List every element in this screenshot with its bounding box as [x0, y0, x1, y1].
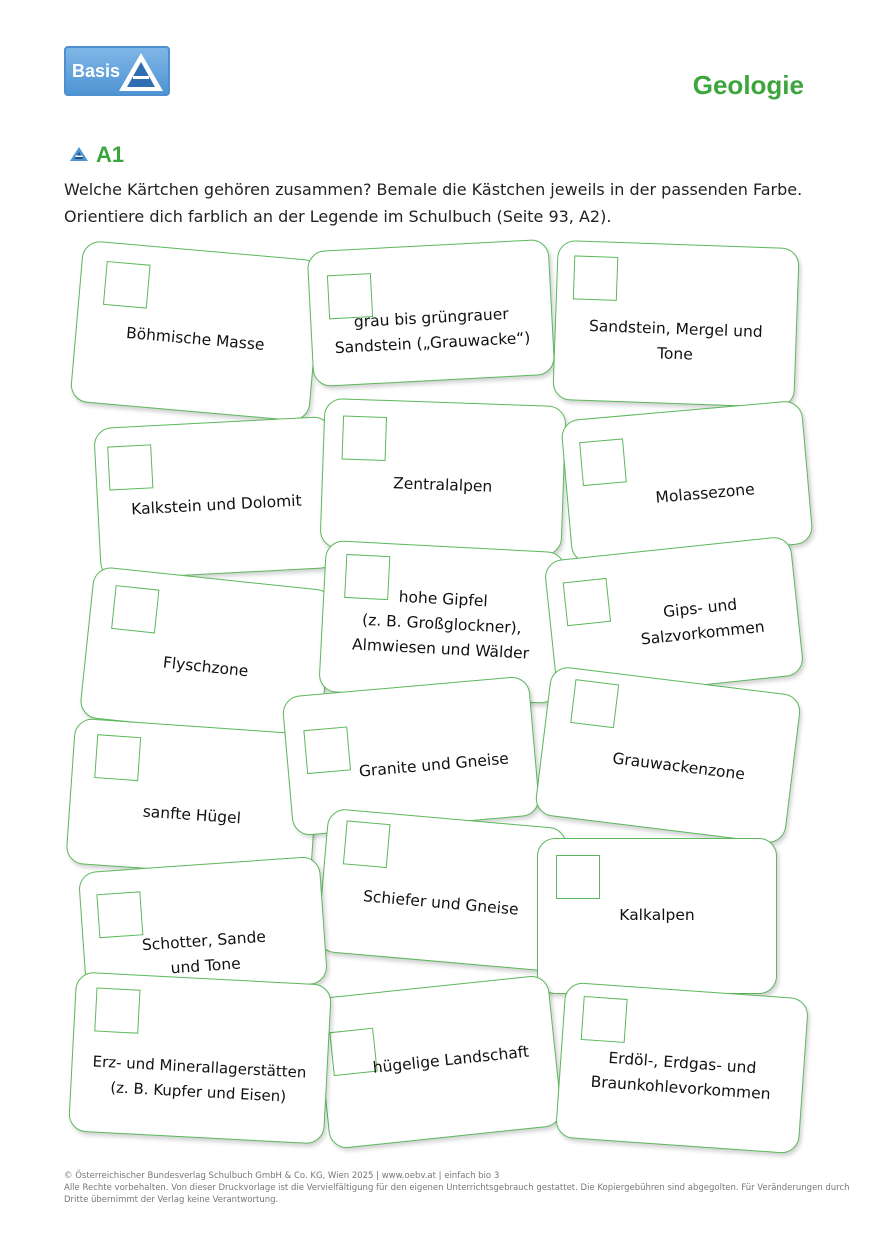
logo-text: Basis	[72, 61, 121, 81]
card-sanfte-huegel[interactable]	[65, 718, 321, 881]
card-text: sanfte Hügel	[142, 802, 242, 828]
card-text: Grauwackenzone	[611, 749, 746, 784]
card-hohe-gipfel[interactable]	[318, 540, 566, 704]
footer	[64, 1170, 850, 1206]
color-box[interactable]	[570, 679, 619, 728]
color-box[interactable]	[96, 891, 143, 938]
page-title: Geologie	[692, 70, 804, 100]
task-instructions: Welche Kärtchen gehören zusammen? Bemale die Kästchen jeweils in der passenden Farbe. Orientiere dich farblich an der Legende im Schulbuch (Seite 93, A2).	[64, 180, 803, 226]
color-box[interactable]	[581, 996, 628, 1043]
card-text: grau bis grüngrauer Sandstein („Grauwacke“)	[334, 304, 531, 358]
color-box[interactable]	[111, 585, 159, 633]
card-text: Molassezone	[654, 480, 756, 507]
card-text: Böhmische Masse	[125, 323, 266, 354]
card-text: Gips- und Salzvorkommen	[639, 595, 766, 649]
card-schiefer-gneise[interactable]	[316, 808, 568, 972]
card-text: Granite und Gneise	[358, 749, 510, 781]
color-box[interactable]	[563, 578, 611, 626]
color-box[interactable]	[94, 987, 140, 1033]
card-text: Erdöl-, Erdgas- und Braunkohlevorkommen	[590, 1048, 772, 1104]
color-box[interactable]	[579, 438, 627, 486]
card-text: Kalkstein und Dolomit	[130, 491, 302, 519]
card-grauwackenzone[interactable]	[534, 665, 802, 845]
card-text: Erz- und Minerallagerstätten (z. B. Kupfer und Eisen)	[92, 1052, 307, 1106]
basis-level-icon	[69, 146, 89, 162]
card-kalkalpen[interactable]	[537, 838, 777, 994]
card-boehmische-masse[interactable]	[69, 240, 322, 422]
card-granite-gneise[interactable]	[281, 675, 540, 836]
color-box[interactable]	[342, 415, 388, 461]
card-text: hügelige Landschaft	[371, 1042, 530, 1077]
card-text: hohe Gipfel (z. B. Großglockner), Almwiesen und Wälder	[351, 587, 530, 663]
basis-logo	[64, 46, 170, 96]
card-text: Kalkalpen	[619, 906, 695, 924]
card-zentralalpen[interactable]	[319, 398, 566, 556]
card-erdoel-erdgas[interactable]	[555, 982, 809, 1155]
color-box[interactable]	[103, 261, 151, 309]
card-text: Flyschzone	[162, 653, 250, 681]
footer-copyright: © Österreichischer Bundesverlag Schulbuch GmbH & Co. KG, Wien 2025 | www.oebv.at | einfach bio 3	[64, 1171, 500, 1181]
card-text: Sandstein, Mergel und Tone	[588, 316, 763, 364]
card-text: Schiefer und Gneise	[362, 887, 520, 919]
card-text: Schotter, Sande und Tone	[141, 927, 267, 978]
footer-rights: Alle Rechte vorbehalten. Von dieser Druckvorlage ist die Vervielfältigung für den eigenen Unterrichtsgebrauch gestattet. Die Kopiergebühren sind abgegolten. Für Veränderungen durch	[64, 1183, 850, 1193]
color-box[interactable]	[343, 820, 391, 868]
card-sandstein-mergel-tone[interactable]	[552, 240, 799, 408]
card-text: Zentralalpen	[392, 474, 493, 496]
card-erz-minerallagerstaetten[interactable]	[68, 971, 332, 1144]
footer-liability: Dritte übernimmt der Verlag keine Verantwortung.	[64, 1195, 279, 1205]
task-label: A1	[96, 142, 125, 167]
color-box[interactable]	[94, 734, 141, 781]
card-huegelige-landschaft[interactable]	[315, 974, 564, 1150]
color-box[interactable]	[556, 855, 600, 899]
color-box[interactable]	[107, 444, 153, 490]
triangle-icon	[116, 50, 166, 94]
color-box[interactable]	[573, 255, 619, 301]
card-grauwacke-sandstein[interactable]	[307, 239, 556, 387]
card-kalkstein-dolomit[interactable]	[93, 416, 339, 580]
